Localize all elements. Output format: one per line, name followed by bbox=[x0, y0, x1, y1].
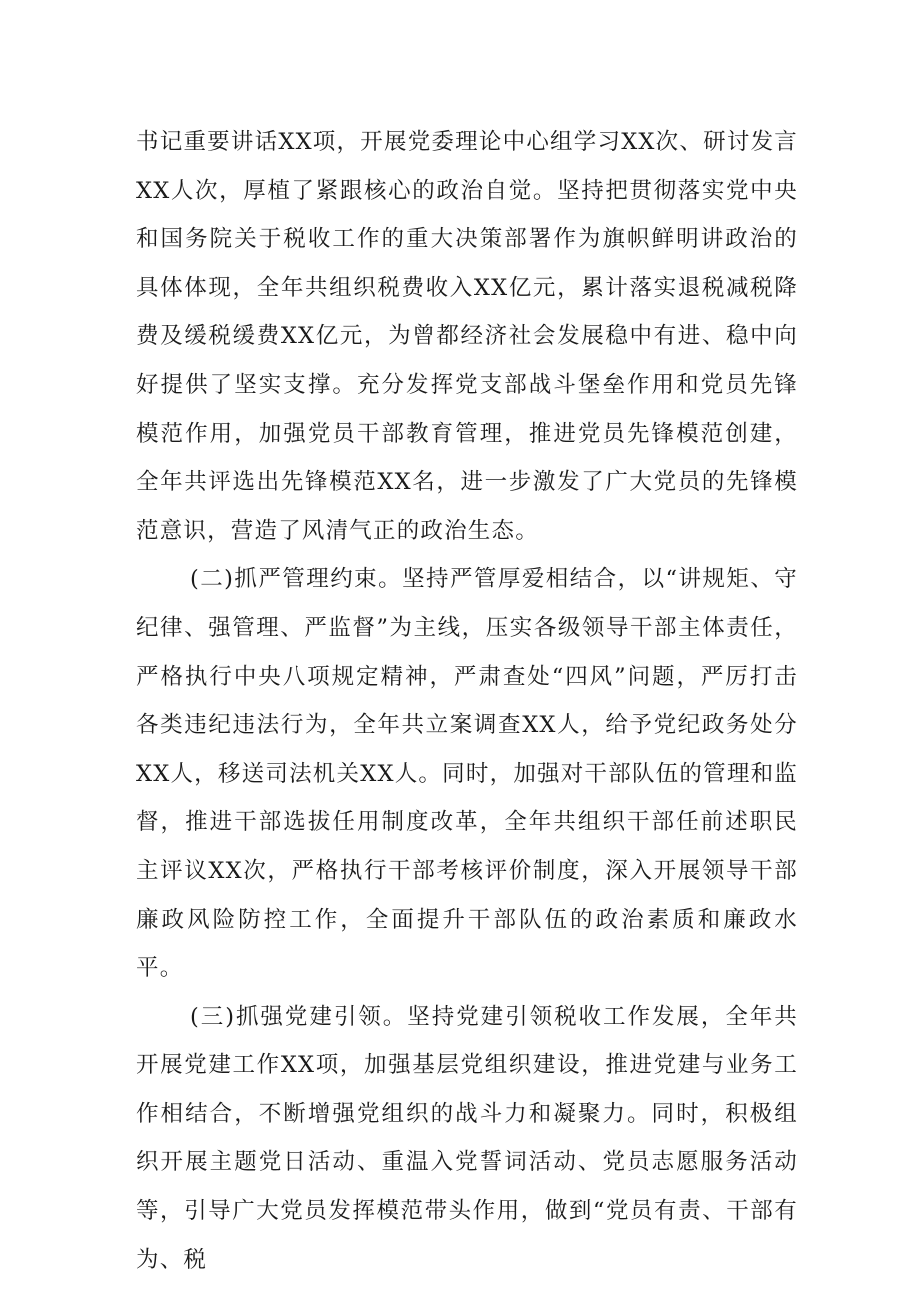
paragraph-section-2: (二)抓严管理约束。坚持严管厚爱相结合，以“讲规矩、守纪律、强管理、严监督”为主线，压实各级领导干部主体责任，严格执行中央八项规定精神，严肃查处“四风”问题，严厉打击各类违纪违法行为，全年共立案调查XX人，给予党纪政务处分XX人，移送司法机关XX人。同时，加强对干部队伍的管理和监督，推进干部选拔任用制度改革，全年共组织干部任前述职民主评议XX次，严格执行干部考核评价制度，深入开展领导干部廉政风险防控工作，全面提升干部队伍的政治素质和廉政水平。 bbox=[136, 566, 798, 982]
paragraph-continuation: 书记重要讲话XX项，开展党委理论中心组学习XX次、研讨发言XX人次，厚植了紧跟核心的政治自觉。坚持把贯彻落实党中央和国务院关于税收工作的重大决策部署作为旗帜鲜明讲政治的具体体现，全年共组织税费收入XX亿元，累计落实退税减税降费及缓税缓费XX亿元，为曾都经济社会发展稳中有进、稳中向好提供了坚实支撑。充分发挥党支部战斗堡垒作用和党员先锋模范作用，加强党员干部教育管理，推进党员先锋模范创建，全年共评选出先锋模范XX名，进一步激发了广大党员的先锋模范意识，营造了风清气正的政治生态。 bbox=[136, 129, 798, 544]
document-body bbox=[136, 118, 798, 1284]
paragraph-section-3: (三)抓强党建引领。坚持党建引领税收工作发展，全年共开展党建工作XX项，加强基层党组织建设，推进党建与业务工作相结合，不断增强党组织的战斗力和凝聚力。同时，积极组织开展主题党日活动、重温入党誓词活动、党员志愿服务活动等，引导广大党员发挥模范带头作用，做到“党员有责、干部有为、税 bbox=[136, 1003, 798, 1273]
